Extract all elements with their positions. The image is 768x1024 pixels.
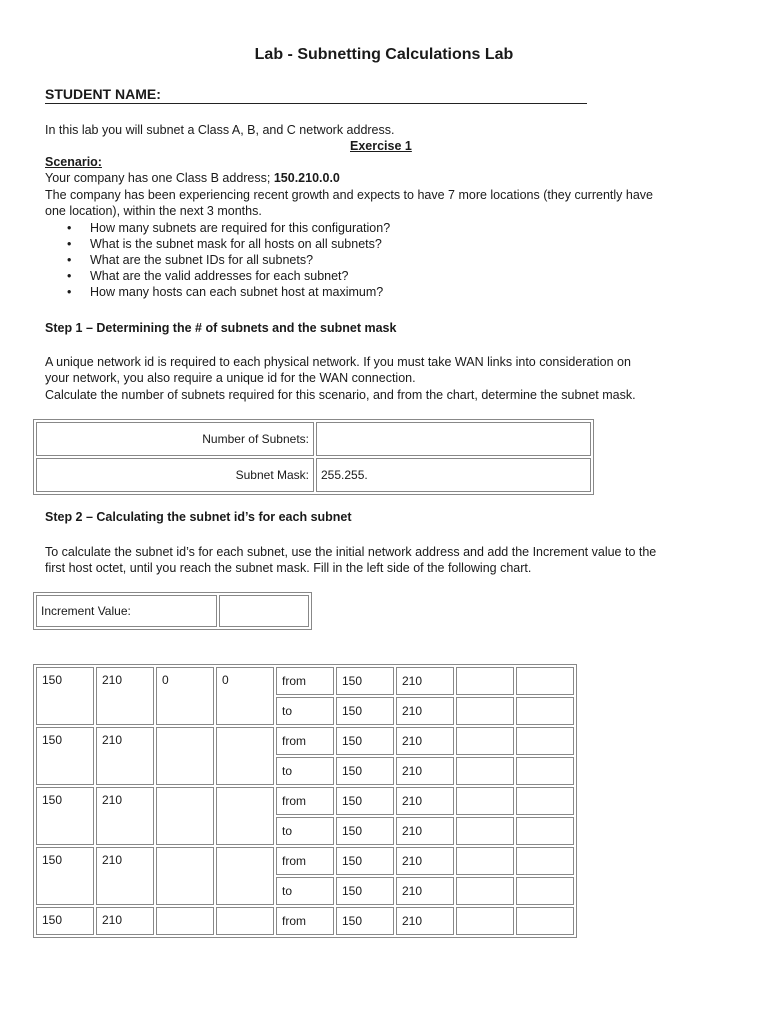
question-item: • What are the subnet IDs for all subnets? <box>45 252 390 268</box>
table-row <box>36 727 574 755</box>
octet-cell[interactable]: 150 <box>36 907 94 935</box>
to-label: to <box>276 757 334 785</box>
question-item: • What is the subnet mask for all hosts on all subnets? <box>45 236 390 252</box>
step1-heading: Step 1 – Determining the # of subnets and the subnet mask <box>45 321 397 335</box>
growth-line-2: one location), within the next 3 months. <box>45 204 262 218</box>
octet-cell[interactable] <box>516 667 574 695</box>
octet-cell[interactable] <box>516 697 574 725</box>
octet-cell[interactable] <box>216 907 274 935</box>
growth-line-1: The company has been experiencing recent growth and expects to have 7 more locations (they currently have <box>45 188 653 202</box>
question-item: • How many hosts can each subnet host at maximum? <box>45 284 390 300</box>
step1-line-3: Calculate the number of subnets required for this scenario, and from the chart, determine the subnet mask. <box>45 388 636 402</box>
table-row <box>36 847 574 875</box>
octet-cell[interactable]: 150 <box>336 667 394 695</box>
step2-line-2: first host octet, until you reach the subnet mask. Fill in the left side of the following chart. <box>45 561 532 575</box>
from-label: from <box>276 907 334 935</box>
octet-cell[interactable]: 210 <box>396 757 454 785</box>
step1-line-2: your network, you also require a unique id for the WAN connection. <box>45 371 416 385</box>
octet-cell[interactable] <box>216 787 274 845</box>
mask-label: Subnet Mask: <box>36 458 314 492</box>
question-item: • How many subnets are required for this configuration? <box>45 220 390 236</box>
table-row <box>36 787 574 815</box>
octet-cell[interactable] <box>516 907 574 935</box>
octet-cell[interactable]: 210 <box>396 667 454 695</box>
octet-cell[interactable]: 210 <box>396 877 454 905</box>
student-name-field[interactable] <box>45 86 587 104</box>
octet-cell[interactable] <box>516 817 574 845</box>
octet-cell[interactable] <box>456 817 514 845</box>
page-title: Lab - Subnetting Calculations Lab <box>254 46 514 63</box>
to-label: to <box>276 817 334 845</box>
octet-cell[interactable]: 150 <box>336 877 394 905</box>
octet-cell[interactable]: 150 <box>36 847 94 905</box>
octet-cell[interactable] <box>516 787 574 815</box>
step1-line-1: A unique network id is required to each physical network. If you must take WAN links into consideration on <box>45 355 631 369</box>
from-label: from <box>276 727 334 755</box>
octet-cell[interactable]: 150 <box>36 727 94 785</box>
octet-cell[interactable]: 210 <box>96 787 154 845</box>
subnet-id-table <box>33 664 577 938</box>
octet-cell[interactable] <box>456 847 514 875</box>
table-row <box>36 667 574 695</box>
octet-cell[interactable] <box>156 847 214 905</box>
to-label: to <box>276 697 334 725</box>
octet-cell[interactable] <box>216 727 274 785</box>
octet-cell[interactable] <box>516 847 574 875</box>
octet-cell[interactable] <box>156 907 214 935</box>
octet-cell[interactable]: 210 <box>396 787 454 815</box>
octet-cell[interactable]: 150 <box>336 847 394 875</box>
octet-cell[interactable]: 210 <box>96 667 154 725</box>
octet-cell[interactable] <box>456 697 514 725</box>
octet-cell[interactable] <box>456 907 514 935</box>
question-item: • What are the valid addresses for each subnet? <box>45 268 390 284</box>
octet-cell[interactable] <box>456 757 514 785</box>
from-label: from <box>276 787 334 815</box>
subnet-mask-table <box>33 419 594 495</box>
octet-cell[interactable]: 150 <box>336 817 394 845</box>
student-name-label: STUDENT NAME: <box>45 86 161 102</box>
step2-heading: Step 2 – Calculating the subnet id’s for each subnet <box>45 510 352 524</box>
increment-input[interactable] <box>219 595 309 627</box>
octet-cell[interactable]: 0 <box>216 667 274 725</box>
octet-cell[interactable]: 210 <box>396 847 454 875</box>
increment-label: Increment Value: <box>36 595 217 627</box>
octet-cell[interactable] <box>516 757 574 785</box>
octet-cell[interactable] <box>456 877 514 905</box>
octet-cell[interactable] <box>516 727 574 755</box>
mask-input[interactable]: 255.255. <box>316 458 591 492</box>
octet-cell[interactable]: 210 <box>96 727 154 785</box>
octet-cell[interactable]: 150 <box>36 667 94 725</box>
scenario-line <box>45 170 340 186</box>
subnets-label: Number of Subnets: <box>36 422 314 456</box>
scenario-heading: Scenario: <box>45 155 102 169</box>
question-list <box>45 220 390 300</box>
increment-table <box>33 592 312 630</box>
octet-cell[interactable]: 210 <box>96 847 154 905</box>
subnets-input[interactable] <box>316 422 591 456</box>
octet-cell[interactable] <box>456 727 514 755</box>
octet-cell[interactable]: 150 <box>36 787 94 845</box>
octet-cell[interactable]: 150 <box>336 907 394 935</box>
octet-cell[interactable]: 150 <box>336 787 394 815</box>
octet-cell[interactable] <box>456 667 514 695</box>
step2-line-1: To calculate the subnet id’s for each subnet, use the initial network address and add the Increment value to the <box>45 545 657 559</box>
octet-cell[interactable] <box>456 787 514 815</box>
octet-cell[interactable] <box>156 727 214 785</box>
octet-cell[interactable]: 150 <box>336 757 394 785</box>
octet-cell[interactable]: 210 <box>96 907 154 935</box>
octet-cell[interactable]: 0 <box>156 667 214 725</box>
to-label: to <box>276 877 334 905</box>
octet-cell[interactable] <box>216 847 274 905</box>
octet-cell[interactable] <box>156 787 214 845</box>
octet-cell[interactable]: 210 <box>396 907 454 935</box>
octet-cell[interactable]: 210 <box>396 727 454 755</box>
from-label: from <box>276 847 334 875</box>
octet-cell[interactable] <box>516 877 574 905</box>
table-row <box>36 907 574 935</box>
exercise-heading: Exercise 1 <box>350 139 412 153</box>
octet-cell[interactable]: 150 <box>336 697 394 725</box>
octet-cell[interactable]: 210 <box>396 817 454 845</box>
scenario-prefix: Your company has one Class B address; <box>45 171 274 185</box>
octet-cell[interactable]: 210 <box>396 697 454 725</box>
from-label: from <box>276 667 334 695</box>
octet-cell[interactable]: 150 <box>336 727 394 755</box>
intro-text: In this lab you will subnet a Class A, B, and C network address. <box>45 123 395 137</box>
scenario-address: 150.210.0.0 <box>273 171 340 185</box>
